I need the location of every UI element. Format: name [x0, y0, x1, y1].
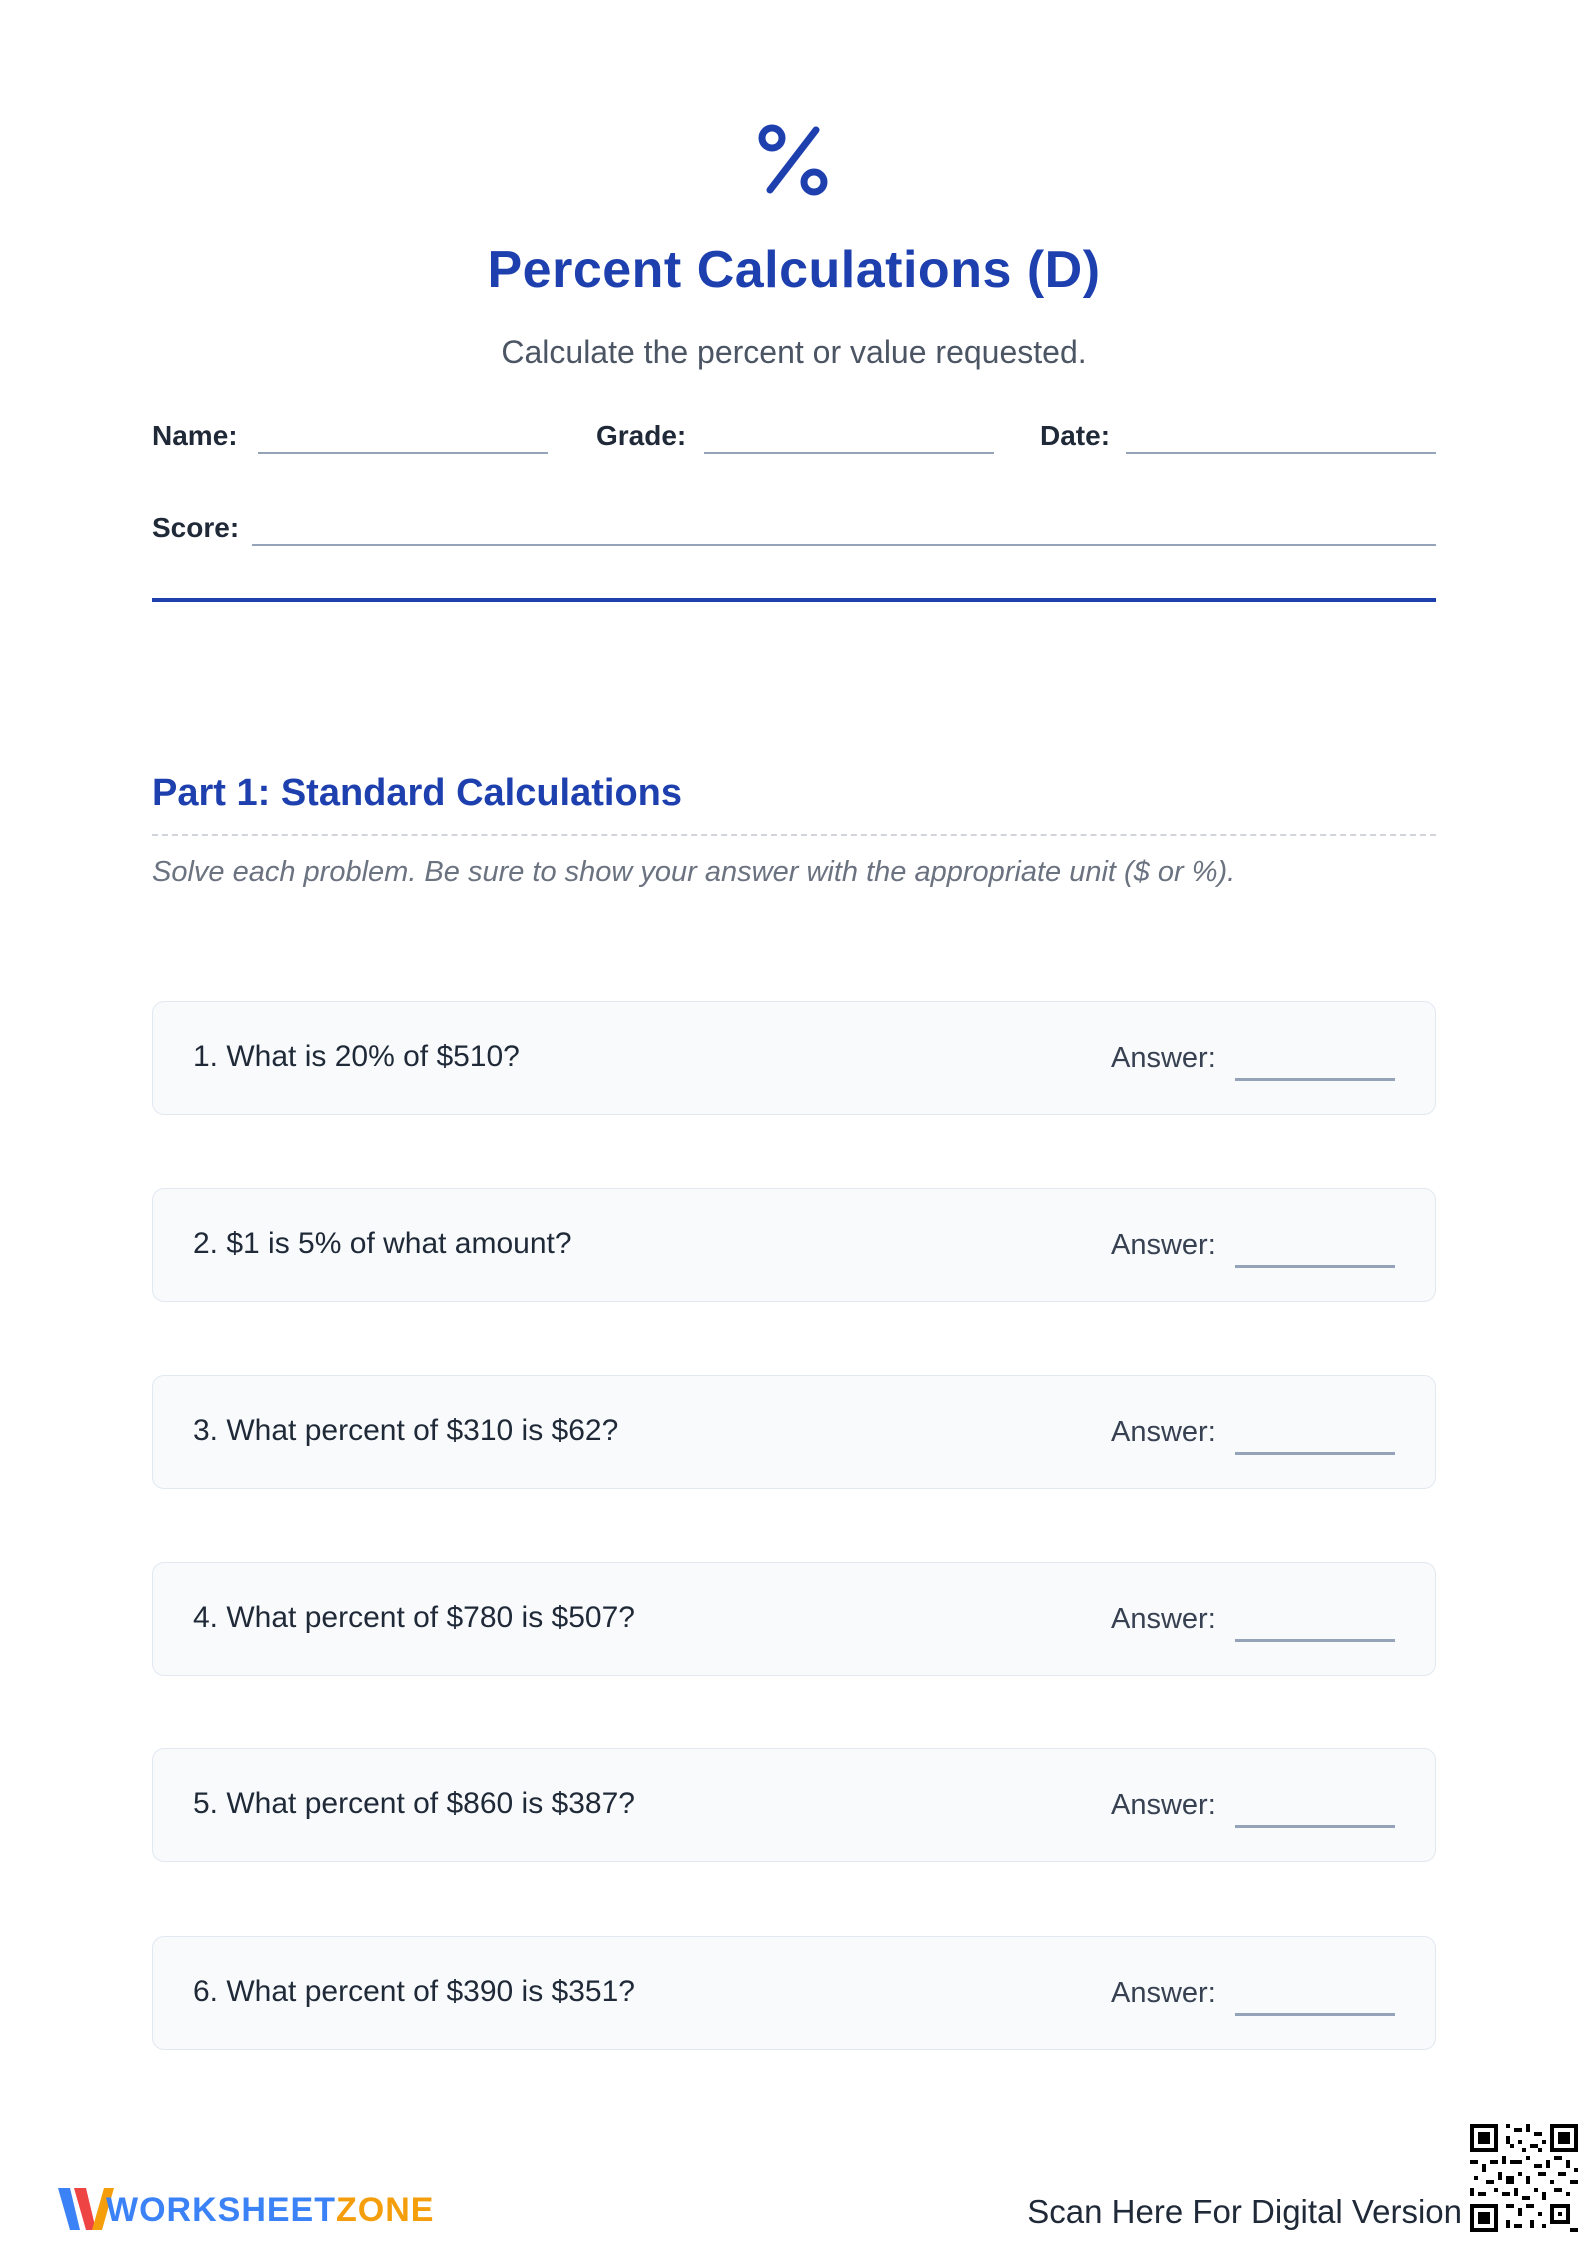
question-card-1 — [152, 1001, 1436, 1115]
answer-label: Answer: — [1111, 1042, 1216, 1074]
question-card-3 — [152, 1375, 1436, 1489]
percent-icon — [754, 120, 834, 200]
name-field[interactable] — [258, 452, 548, 454]
answer-field-5[interactable] — [1235, 1825, 1395, 1828]
question-card-4 — [152, 1562, 1436, 1676]
date-field[interactable] — [1126, 452, 1436, 454]
question-text: 1. What is 20% of $510? — [193, 1040, 520, 1073]
answer-label: Answer: — [1111, 1603, 1216, 1635]
answer-label: Answer: — [1111, 1789, 1216, 1821]
section-title: Part 1: Standard Calculations — [152, 772, 683, 814]
question-card-5 — [152, 1748, 1436, 1862]
question-card-6 — [152, 1936, 1436, 2050]
answer-field-1[interactable] — [1235, 1078, 1395, 1081]
brand-part-zone: ZONE — [336, 2191, 435, 2229]
question-text: 5. What percent of $860 is $387? — [193, 1787, 635, 1820]
score-field[interactable] — [252, 544, 1436, 546]
brand-name[interactable] — [106, 2191, 434, 2230]
grade-field[interactable] — [704, 452, 994, 454]
scan-caption: Scan Here For Digital Version — [1027, 2193, 1462, 2230]
answer-label: Answer: — [1111, 1229, 1216, 1261]
question-text: 4. What percent of $780 is $507? — [193, 1601, 635, 1634]
page-subtitle: Calculate the percent or value requested. — [501, 334, 1087, 370]
question-card-2 — [152, 1188, 1436, 1302]
qr-code-icon[interactable] — [1470, 2124, 1578, 2232]
answer-label: Answer: — [1111, 1977, 1216, 2009]
name-label: Name: — [152, 420, 238, 451]
answer-field-6[interactable] — [1235, 2013, 1395, 2016]
question-text: 3. What percent of $310 is $62? — [193, 1414, 619, 1447]
answer-field-2[interactable] — [1235, 1265, 1395, 1268]
grade-label: Grade: — [596, 420, 687, 451]
section-instructions: Solve each problem. Be sure to show your answer with the appropriate unit ($ or %). — [152, 856, 1236, 888]
question-text: 2. $1 is 5% of what amount? — [193, 1227, 572, 1260]
page-title: Percent Calculations (D) — [487, 241, 1101, 299]
answer-field-4[interactable] — [1235, 1639, 1395, 1642]
brand-part-worksheet: WORKSHEET — [106, 2191, 336, 2229]
score-label: Score: — [152, 512, 240, 543]
answer-field-3[interactable] — [1235, 1452, 1395, 1455]
answer-label: Answer: — [1111, 1416, 1216, 1448]
question-text: 6. What percent of $390 is $351? — [193, 1975, 635, 2008]
header-divider — [152, 598, 1436, 602]
date-label: Date: — [1040, 420, 1111, 451]
section-divider — [152, 834, 1436, 836]
